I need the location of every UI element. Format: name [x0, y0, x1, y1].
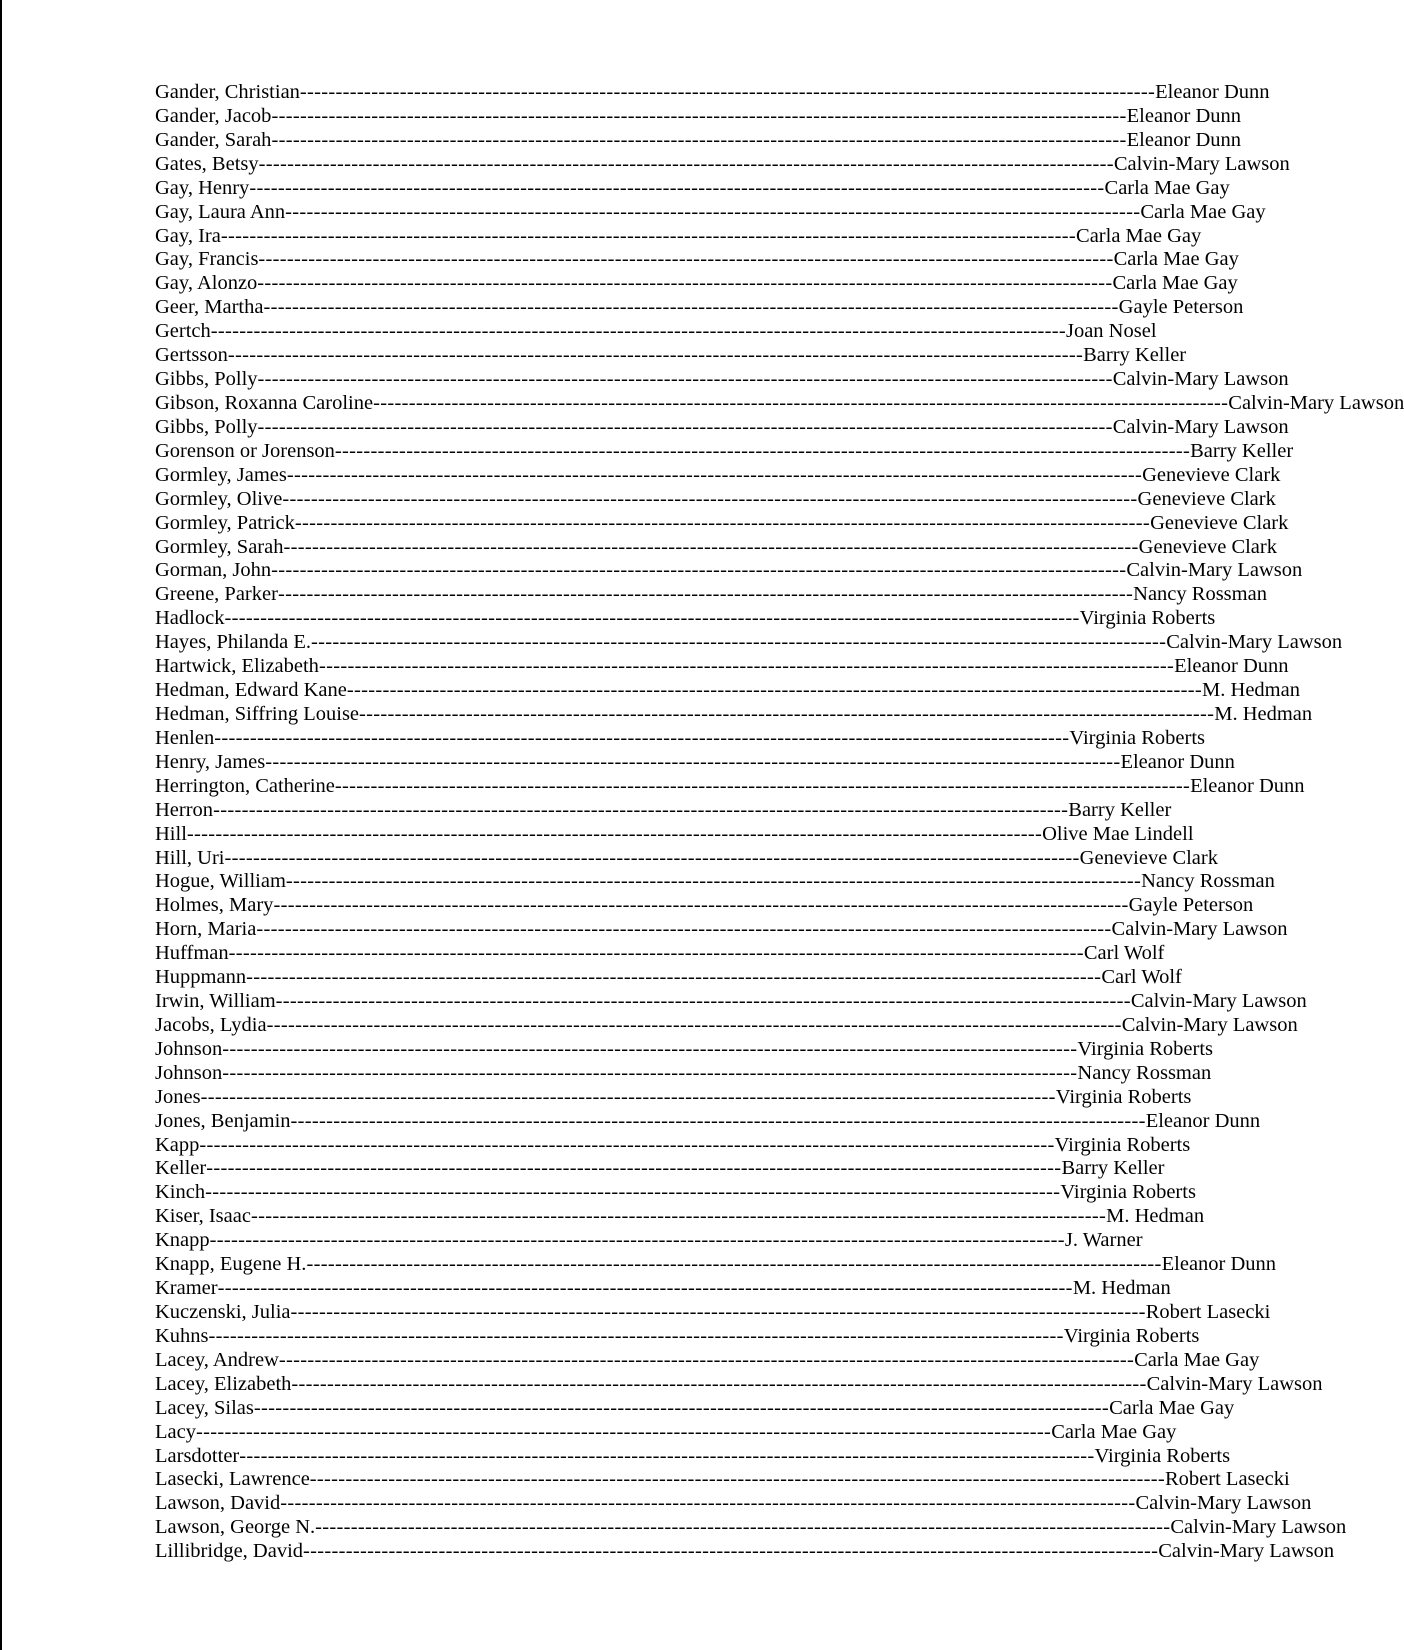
list-item: [155, 1348, 1260, 1373]
surname: Gander, Christian: [155, 81, 300, 103]
researcher-name: M. Hedman: [1214, 702, 1313, 725]
list-item: [155, 1516, 1347, 1540]
dash-leader: ------------------------------------------------------------------------------------------------------------------------: [250, 1205, 1107, 1228]
dash-leader: ------------------------------------------------------------------------------------------------------------------------: [249, 176, 1105, 199]
surname: Lillibridge, David: [155, 1540, 304, 1563]
list-item: [155, 391, 1404, 416]
list-item: [155, 272, 1238, 296]
researcher-name: Eleanor Dunn: [1190, 774, 1305, 797]
page-left-border: [0, 0, 2, 1650]
dash-leader: ------------------------------------------------------------------------------------------------------------------------: [265, 750, 1121, 773]
researcher-name: Calvin-Mary Lawson: [1112, 415, 1289, 438]
surname: Hill, Uri: [155, 846, 225, 869]
dash-leader: ------------------------------------------------------------------------------------------------------------------------: [200, 1085, 1056, 1108]
list-item: [155, 415, 1289, 440]
dash-leader: ------------------------------------------------------------------------------------------------------------------------: [346, 679, 1203, 702]
list-item: [155, 200, 1266, 225]
surname: Lacey, Elizabeth: [155, 1372, 292, 1395]
dash-leader: ------------------------------------------------------------------------------------------------------------------------: [334, 439, 1191, 462]
list-item: [155, 487, 1276, 512]
surname: Henry, James: [155, 750, 266, 773]
surname: Hartwick, Elizabeth: [155, 655, 319, 678]
list-item: [155, 1372, 1323, 1397]
dash-leader: ------------------------------------------------------------------------------------------------------------------------: [209, 1229, 1065, 1252]
surname: Gander, Sarah: [155, 128, 272, 151]
surname: Hedman, Siffring Louise: [155, 702, 360, 725]
surname: Gormley, James: [155, 463, 287, 486]
researcher-name: Calvin-Mary Lawson: [1228, 391, 1404, 414]
dash-leader: ------------------------------------------------------------------------------------------------------------------------: [253, 1396, 1110, 1419]
researcher-name: Virginia Roberts: [1094, 1444, 1231, 1467]
list-item: [155, 942, 1165, 966]
surname: Gay, Francis: [155, 248, 259, 271]
surname: Lacey, Silas: [155, 1396, 254, 1419]
surname: Hedman, Edward Kane: [155, 679, 347, 702]
dash-leader: ------------------------------------------------------------------------------------------------------------------------: [205, 1181, 1061, 1204]
list-item: [155, 607, 1216, 631]
researcher-name: Gayle Peterson: [1128, 894, 1254, 917]
list-item: [155, 846, 1218, 871]
dash-leader: ------------------------------------------------------------------------------------------------------------------------: [334, 774, 1191, 797]
dash-leader: ------------------------------------------------------------------------------------------------------------------------: [290, 1109, 1146, 1132]
dash-leader: ------------------------------------------------------------------------------------------------------------------------: [239, 1444, 1095, 1467]
list-item: [155, 1085, 1192, 1110]
researcher-name: Virginia Roberts: [1063, 1324, 1200, 1347]
dash-leader: ------------------------------------------------------------------------------------------------------------------------: [227, 344, 1084, 367]
dash-leader: ------------------------------------------------------------------------------------------------------------------------: [256, 918, 1112, 941]
researcher-name: Calvin-Mary Lawson: [1130, 990, 1307, 1013]
surname: Keller: [155, 1157, 207, 1180]
surname: Gertsson: [155, 344, 228, 367]
list-item: [155, 1444, 1231, 1469]
surname: Johnson: [155, 1037, 223, 1060]
list-item: [155, 1301, 1271, 1325]
researcher-name: Genevieve Clark: [1150, 511, 1289, 534]
list-item: [155, 1181, 1196, 1205]
list-item: [155, 104, 1242, 129]
dash-leader: ------------------------------------------------------------------------------------------------------------------------: [263, 296, 1119, 319]
researcher-name: Calvin-Mary Lawson: [1126, 559, 1303, 582]
dash-leader: ------------------------------------------------------------------------------------------------------------------------: [208, 1324, 1064, 1347]
list-item: [155, 320, 1157, 344]
list-item: [155, 463, 1281, 488]
researcher-name: Carla Mae Gay: [1140, 200, 1266, 223]
researcher-name: Barry Keller: [1190, 439, 1294, 462]
dash-leader: ------------------------------------------------------------------------------------------------------------------------: [299, 81, 1156, 103]
surname: Kinch: [155, 1181, 206, 1204]
list-item: [155, 1492, 1312, 1516]
researcher-name: Virginia Roberts: [1077, 1037, 1214, 1060]
surname: Gorenson or Jorenson: [155, 439, 335, 462]
surname: Gormley, Patrick: [155, 511, 295, 534]
dash-leader: ------------------------------------------------------------------------------------------------------------------------: [258, 152, 1114, 175]
dash-leader: ------------------------------------------------------------------------------------------------------------------------: [257, 272, 1113, 295]
list-item: [155, 1061, 1212, 1086]
researcher-name: Calvin-Mary Lawson: [1158, 1540, 1335, 1563]
dash-leader: ------------------------------------------------------------------------------------------------------------------------: [195, 1420, 1052, 1443]
list-item: [155, 1133, 1191, 1158]
dash-leader: ------------------------------------------------------------------------------------------------------------------------: [280, 1492, 1136, 1515]
list-item: [155, 918, 1288, 942]
researcher-name: Virginia Roberts: [1069, 726, 1206, 749]
list-item: [155, 1037, 1214, 1062]
researcher-name: Barry Keller: [1083, 344, 1187, 367]
surname: Kiser, Isaac: [155, 1205, 251, 1228]
dash-leader: ------------------------------------------------------------------------------------------------------------------------: [315, 1516, 1171, 1539]
researcher-name: Carla Mae Gay: [1076, 224, 1202, 247]
surname: Kapp: [155, 1133, 200, 1156]
list-item: [155, 774, 1305, 799]
researcher-name: Carla Mae Gay: [1104, 176, 1230, 199]
dash-leader: ------------------------------------------------------------------------------------------------------------------------: [271, 104, 1127, 127]
surname: Gibson, Roxanna Caroline: [155, 391, 374, 414]
surname: Henlen: [155, 726, 215, 749]
dash-leader: ------------------------------------------------------------------------------------------------------------------------: [290, 1301, 1146, 1324]
dash-leader: ------------------------------------------------------------------------------------------------------------------------: [214, 726, 1070, 749]
researcher-name: Robert Lasecki: [1145, 1301, 1271, 1324]
surname: Irwin, William: [155, 990, 276, 1013]
list-item: [155, 822, 1194, 847]
surname: Larsdotter: [155, 1444, 240, 1467]
dash-leader: ------------------------------------------------------------------------------------------------------------------------: [257, 368, 1113, 391]
surname: Kuczenski, Julia: [155, 1301, 291, 1324]
researcher-name: Genevieve Clark: [1138, 535, 1277, 558]
researcher-name: Eleanor Dunn: [1161, 1253, 1277, 1276]
list-item: [155, 679, 1300, 703]
researcher-name: Carla Mae Gay: [1051, 1420, 1177, 1443]
dash-leader: ------------------------------------------------------------------------------------------------------------------------: [258, 248, 1114, 271]
dash-leader: ------------------------------------------------------------------------------------------------------------------------: [228, 942, 1084, 965]
researcher-name: Carla Mae Gay: [1112, 272, 1238, 295]
researcher-name: Carl Wolf: [1083, 942, 1165, 965]
researcher-name: Calvin-Mary Lawson: [1113, 152, 1290, 175]
researcher-name: Genevieve Clark: [1142, 463, 1281, 486]
dash-leader: ------------------------------------------------------------------------------------------------------------------------: [306, 1253, 1162, 1276]
surname: Huffman: [155, 942, 229, 965]
list-item: [155, 296, 1244, 320]
list-item: [155, 176, 1230, 201]
dash-leader: ------------------------------------------------------------------------------------------------------------------------: [224, 607, 1080, 630]
list-item: [155, 655, 1289, 679]
surname: Kramer: [155, 1277, 218, 1300]
surname: Gibbs, Polly: [155, 368, 258, 391]
surname: Hayes, Philanda E.: [155, 631, 311, 654]
researcher-name: Virginia Roberts: [1060, 1181, 1196, 1204]
list-item: [155, 1324, 1200, 1349]
surname: Lawson, David: [155, 1492, 281, 1515]
list-item: [155, 1253, 1277, 1277]
surname: Greene, Parker: [155, 583, 278, 606]
surname: Gay, Ira: [155, 224, 221, 247]
surname: Holmes, Mary: [155, 894, 274, 917]
dash-leader: ------------------------------------------------------------------------------------------------------------------------: [309, 1468, 1165, 1491]
researcher-name: Calvin-Mary Lawson: [1166, 631, 1343, 654]
dash-leader: ------------------------------------------------------------------------------------------------------------------------: [273, 894, 1129, 917]
researcher-name: Carl Wolf: [1101, 966, 1182, 989]
surname: Horn, Maria: [155, 918, 257, 941]
surname: Knapp: [155, 1229, 210, 1252]
researcher-name: Eleanor Dunn: [1145, 1109, 1261, 1132]
dash-leader: ------------------------------------------------------------------------------------------------------------------------: [222, 1037, 1078, 1060]
researcher-name: Carla Mae Gay: [1113, 248, 1239, 271]
researcher-name: M. Hedman: [1202, 679, 1300, 702]
researcher-name: Nancy Rossman: [1133, 583, 1267, 606]
researcher-name: Eleanor Dunn: [1155, 81, 1270, 103]
list-item: [155, 559, 1303, 583]
surname: Herrington, Catherine: [155, 774, 335, 797]
list-item: [155, 344, 1187, 368]
list-item: [155, 1277, 1171, 1301]
surname: Geer, Martha: [155, 296, 264, 319]
surname: Gormley, Olive: [155, 487, 283, 510]
list-item: [155, 990, 1307, 1014]
researcher-name: Calvin-Mary Lawson: [1135, 1492, 1312, 1515]
surname: Jones, Benjamin: [155, 1109, 291, 1132]
researcher-name: M. Hedman: [1072, 1277, 1171, 1300]
dash-leader: ------------------------------------------------------------------------------------------------------------------------: [283, 535, 1139, 558]
dash-leader: ------------------------------------------------------------------------------------------------------------------------: [186, 822, 1043, 845]
list-item: [155, 1205, 1205, 1229]
surname: Lacey, Andrew: [155, 1348, 279, 1371]
researcher-name: Calvin-Mary Lawson: [1146, 1372, 1323, 1395]
list-item: [155, 583, 1267, 607]
researcher-name: Virginia Roberts: [1054, 1133, 1191, 1156]
researcher-name: M. Hedman: [1106, 1205, 1205, 1228]
dash-leader: ------------------------------------------------------------------------------------------------------------------------: [206, 1157, 1062, 1180]
dash-leader: ------------------------------------------------------------------------------------------------------------------------: [318, 655, 1175, 678]
researcher-name: Olive Mae Lindell: [1042, 822, 1194, 845]
surname: Herron: [155, 798, 214, 821]
dash-leader: ------------------------------------------------------------------------------------------------------------------------: [246, 966, 1102, 989]
list-item: [155, 726, 1206, 751]
list-item: [155, 631, 1343, 655]
researcher-name: Nancy Rossman: [1141, 870, 1275, 893]
surname: Gorman, John: [155, 559, 272, 582]
list-item: [155, 368, 1289, 392]
dash-leader: ------------------------------------------------------------------------------------------------------------------------: [199, 1133, 1055, 1156]
researcher-name: Virginia Roberts: [1055, 1085, 1192, 1108]
dash-leader: ------------------------------------------------------------------------------------------------------------------------: [303, 1540, 1159, 1563]
list-item: [155, 966, 1182, 990]
surname: Hill: [155, 822, 187, 845]
dash-leader: ------------------------------------------------------------------------------------------------------------------------: [282, 487, 1138, 510]
list-item: [155, 1229, 1143, 1253]
surname: Gay, Laura Ann: [155, 200, 286, 223]
dash-leader: ------------------------------------------------------------------------------------------------------------------------: [224, 846, 1080, 869]
list-item: [155, 1540, 1335, 1564]
researcher-name: Joan Nosel: [1065, 320, 1157, 343]
dash-leader: ------------------------------------------------------------------------------------------------------------------------: [271, 128, 1127, 151]
list-item: [155, 1468, 1290, 1492]
surname: Gibbs, Polly: [155, 415, 258, 438]
surname-researcher-list: [155, 81, 1404, 1564]
researcher-name: Eleanor Dunn: [1126, 128, 1242, 151]
dash-leader: ------------------------------------------------------------------------------------------------------------------------: [278, 1348, 1135, 1371]
list-item: [155, 248, 1239, 272]
list-item: [155, 1157, 1165, 1181]
list-item: [155, 894, 1254, 918]
dash-leader: ------------------------------------------------------------------------------------------------------------------------: [217, 1277, 1073, 1300]
dash-leader: ------------------------------------------------------------------------------------------------------------------------: [213, 798, 1069, 821]
dash-leader: ------------------------------------------------------------------------------------------------------------------------: [286, 463, 1143, 486]
researcher-name: Genevieve Clark: [1079, 846, 1218, 869]
dash-leader: ------------------------------------------------------------------------------------------------------------------------: [285, 870, 1142, 893]
surname: Gertch: [155, 320, 211, 343]
researcher-name: Calvin-Mary Lawson: [1111, 918, 1288, 941]
surname: Lasecki, Lawrence: [155, 1468, 310, 1491]
surname: Gormley, Sarah: [155, 535, 284, 558]
surname: Gay, Henry: [155, 176, 250, 199]
surname: Hadlock: [155, 607, 225, 630]
list-item: [155, 1420, 1177, 1445]
dash-leader: ------------------------------------------------------------------------------------------------------------------------: [291, 1372, 1147, 1395]
surname: Lacy: [155, 1420, 196, 1443]
surname: Knapp, Eugene H.: [155, 1253, 307, 1276]
researcher-name: Nancy Rossman: [1077, 1061, 1212, 1084]
list-item: [155, 870, 1275, 894]
list-item: [155, 439, 1294, 464]
dash-leader: ------------------------------------------------------------------------------------------------------------------------: [220, 224, 1077, 247]
researcher-name: J. Warner: [1064, 1229, 1143, 1252]
dash-leader: ------------------------------------------------------------------------------------------------------------------------: [271, 559, 1127, 582]
dash-leader: ------------------------------------------------------------------------------------------------------------------------: [222, 1061, 1078, 1084]
dash-leader: ------------------------------------------------------------------------------------------------------------------------: [311, 631, 1167, 654]
dash-leader: ------------------------------------------------------------------------------------------------------------------------: [373, 391, 1229, 414]
list-item: [155, 702, 1313, 727]
researcher-name: Carla Mae Gay: [1134, 1348, 1260, 1371]
dash-leader: ------------------------------------------------------------------------------------------------------------------------: [277, 583, 1134, 606]
dash-leader: ------------------------------------------------------------------------------------------------------------------------: [257, 415, 1113, 438]
surname: Jones: [155, 1085, 201, 1108]
dash-leader: ------------------------------------------------------------------------------------------------------------------------: [359, 702, 1215, 725]
researcher-name: Genevieve Clark: [1137, 487, 1276, 510]
surname: Gander, Jacob: [155, 104, 272, 127]
list-item: [155, 152, 1290, 177]
surname: Gates, Betsy: [155, 152, 259, 175]
researcher-name: Calvin-Mary Lawson: [1121, 1013, 1298, 1036]
surname: Johnson: [155, 1061, 223, 1084]
list-item: [155, 128, 1242, 153]
surname: Hogue, William: [155, 870, 286, 893]
researcher-name: Eleanor Dunn: [1174, 655, 1289, 678]
researcher-name: Virginia Roberts: [1079, 607, 1216, 630]
researcher-name: Eleanor Dunn: [1126, 104, 1242, 127]
dash-leader: ------------------------------------------------------------------------------------------------------------------------: [266, 1013, 1122, 1036]
list-item: [155, 798, 1172, 823]
surname: Gay, Alonzo: [155, 272, 258, 295]
list-item: [155, 511, 1289, 536]
researcher-name: Barry Keller: [1061, 1157, 1165, 1180]
researcher-name: Calvin-Mary Lawson: [1112, 368, 1289, 391]
list-item: [155, 1013, 1298, 1038]
researcher-name: Gayle Peterson: [1118, 296, 1244, 319]
list-item: [155, 224, 1202, 249]
surname: Huppmann: [155, 966, 247, 989]
researcher-name: Calvin-Mary Lawson: [1170, 1516, 1347, 1539]
researcher-name: Robert Lasecki: [1165, 1468, 1290, 1491]
surname: Jacobs, Lydia: [155, 1013, 267, 1036]
list-item: [155, 535, 1277, 560]
list-item: [155, 81, 1270, 105]
list-item: [155, 1396, 1235, 1421]
researcher-name: Eleanor Dunn: [1120, 750, 1235, 773]
researcher-name: Carla Mae Gay: [1109, 1396, 1235, 1419]
surname: Lawson, George N.: [155, 1516, 316, 1539]
dash-leader: ------------------------------------------------------------------------------------------------------------------------: [210, 320, 1066, 343]
list-item: [155, 750, 1235, 775]
dash-leader: ------------------------------------------------------------------------------------------------------------------------: [275, 990, 1131, 1013]
researcher-name: Barry Keller: [1068, 798, 1172, 821]
dash-leader: ------------------------------------------------------------------------------------------------------------------------: [294, 511, 1151, 534]
surname: Kuhns: [155, 1324, 209, 1347]
dash-leader: ------------------------------------------------------------------------------------------------------------------------: [285, 200, 1141, 223]
list-item: [155, 1109, 1261, 1134]
